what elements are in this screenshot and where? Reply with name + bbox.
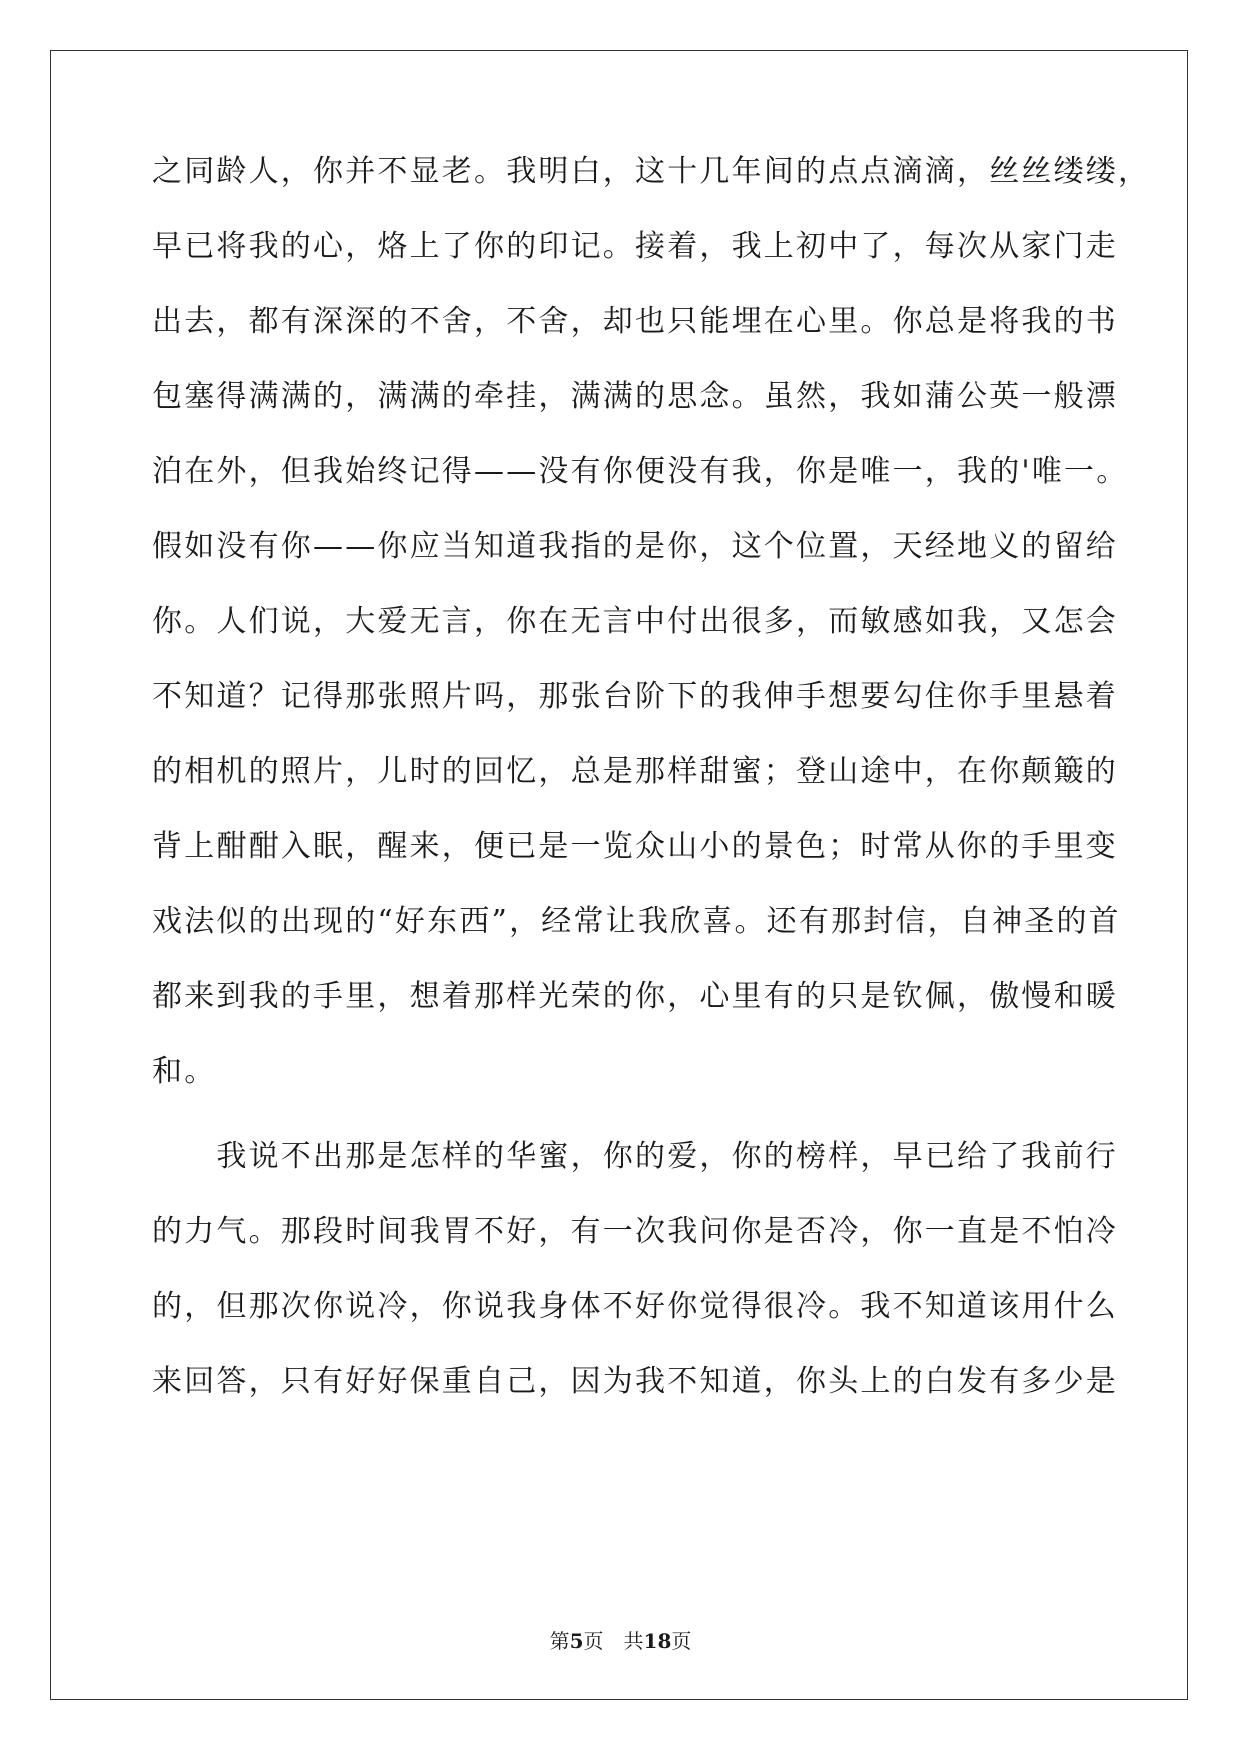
footer-total-prefix: 共 xyxy=(623,1629,644,1653)
text-line: 背上酣酣入眠，醒来，便已是一览众山小的景色；时常从你的手里变 xyxy=(152,829,1118,864)
text-line: 我说不出那是怎样的华蜜，你的爱，你的榜样，早已给了我前行 xyxy=(152,1139,1118,1174)
text-line: 不知道？记得那张照片吗，那张台阶下的我伸手想要勾住你手里悬着 xyxy=(152,679,1118,714)
text-line: 的，但那次你说冷，你说我身体不好你觉得很冷。我不知道该用什么 xyxy=(152,1289,1118,1324)
page-border xyxy=(50,50,1188,1700)
page-footer xyxy=(0,1629,1241,1653)
text-line: 泊在外，但我始终记得——没有你便没有我，你是唯一，我的'唯一。 xyxy=(152,454,1129,489)
text-line: 你。人们说，大爱无言，你在无言中付出很多，而敏感如我，又怎会 xyxy=(152,604,1118,639)
total-pages: 18 xyxy=(643,1629,672,1653)
text-line: 包塞得满满的，满满的牵挂，满满的思念。虽然，我如蒲公英一般漂 xyxy=(152,379,1118,414)
page-number: 5 xyxy=(569,1629,584,1653)
text-line: 都来到我的手里，想着那样光荣的你，心里有的只是钦佩，傲慢和暖 xyxy=(152,979,1118,1014)
text-line: 早已将我的心，烙上了你的印记。接着，我上初中了，每次从家门走 xyxy=(152,229,1118,264)
text-line: 戏法似的出现的“好东西”，经常让我欣喜。还有那封信，自神圣的首 xyxy=(152,904,1121,939)
footer-page-suffix: 页 xyxy=(583,1629,604,1653)
text-line: 的力气。那段时间我胃不好，有一次我问你是否冷，你一直是不怕冷 xyxy=(152,1214,1118,1249)
text-line: 和。 xyxy=(152,1054,217,1089)
text-line: 的相机的照片，儿时的回忆，总是那样甜蜜；登山途中，在你颠簸的 xyxy=(152,754,1118,789)
text-line: 假如没有你——你应当知道我指的是你，这个位置，天经地义的留给 xyxy=(152,529,1118,564)
text-line: 来回答，只有好好保重自己，因为我不知道，你头上的白发有多少是 xyxy=(152,1364,1118,1399)
text-line: 出去，都有深深的不舍，不舍，却也只能埋在心里。你总是将我的书 xyxy=(152,304,1118,339)
footer-prefix: 第 xyxy=(549,1629,570,1653)
text-line: 之同龄人，你并不显老。我明白，这十几年间的点点滴滴，丝丝缕缕， xyxy=(152,154,1151,189)
footer-total-suffix: 页 xyxy=(671,1629,692,1653)
